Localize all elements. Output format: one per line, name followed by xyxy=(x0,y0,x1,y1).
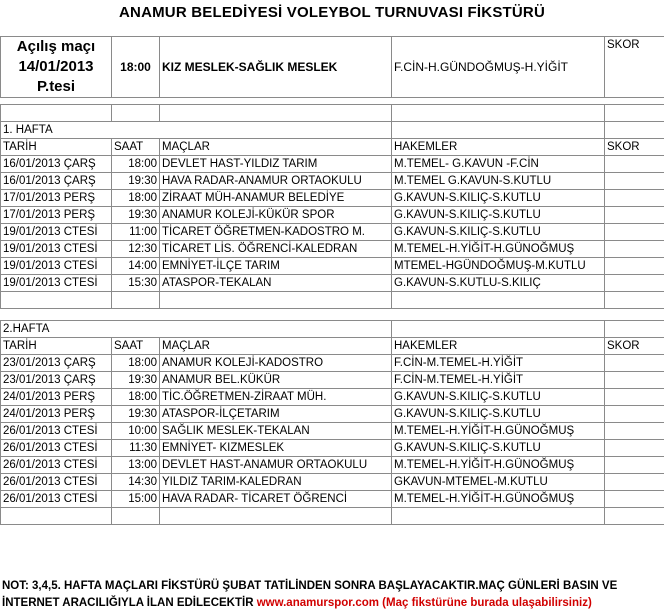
week2-label-row xyxy=(1,321,664,338)
score-cell[interactable] xyxy=(605,173,664,190)
referees-cell[interactable]: M.TEMEL- G.KAVUN -F.CİN xyxy=(392,156,605,173)
score-cell[interactable] xyxy=(605,423,664,440)
blank-row xyxy=(1,508,664,525)
table-row xyxy=(1,355,664,372)
time-cell[interactable]: 18:00 xyxy=(112,190,160,207)
opening-time-cell[interactable]: 18:00 xyxy=(112,37,160,98)
match-cell[interactable]: EMNİYET-İLÇE TARIM xyxy=(160,258,392,275)
table-row xyxy=(1,156,664,173)
table-row xyxy=(1,389,664,406)
time-cell[interactable]: 10:00 xyxy=(112,423,160,440)
referees-cell[interactable]: M.TEMEL-H.YİĞİT-H.GÜNOĞMUŞ xyxy=(392,491,605,508)
blank-row xyxy=(1,105,664,122)
score-cell[interactable] xyxy=(605,224,664,241)
time-cell[interactable]: 18:00 xyxy=(112,156,160,173)
score-cell[interactable] xyxy=(605,474,664,491)
date-cell[interactable]: 26/01/2013 CTESİ xyxy=(1,474,112,491)
blank-row xyxy=(1,292,664,309)
table-row xyxy=(1,173,664,190)
score-cell[interactable] xyxy=(605,389,664,406)
date-cell[interactable]: 19/01/2013 CTESİ xyxy=(1,258,112,275)
score-cell[interactable] xyxy=(605,457,664,474)
date-cell[interactable]: 24/01/2013 PERŞ xyxy=(1,389,112,406)
table-row xyxy=(1,207,664,224)
table-row xyxy=(1,241,664,258)
referees-cell[interactable]: M.TEMEL-H.YİĞİT-H.GÜNOĞMUŞ xyxy=(392,423,605,440)
date-cell[interactable]: 19/01/2013 CTESİ xyxy=(1,224,112,241)
score-cell[interactable] xyxy=(605,491,664,508)
week1-table xyxy=(0,104,664,309)
header-referees[interactable]: HAKEMLER xyxy=(392,338,605,355)
date-cell[interactable]: 19/01/2013 CTESİ xyxy=(1,275,112,292)
time-cell[interactable]: 11:00 xyxy=(112,224,160,241)
date-cell[interactable]: 26/01/2013 CTESİ xyxy=(1,440,112,457)
header-time[interactable]: SAAT xyxy=(112,139,160,156)
time-cell[interactable]: 18:00 xyxy=(112,389,160,406)
match-cell[interactable]: ANAMUR KOLEJİ-KÜKÜR SPOR xyxy=(160,207,392,224)
note-text: İNTERNET ARACILIĞIYLA İLAN EDİLECEKTİR xyxy=(2,597,257,609)
time-cell[interactable]: 19:30 xyxy=(112,207,160,224)
table-row xyxy=(1,423,664,440)
match-cell[interactable]: ANAMUR BEL.KÜKÜR xyxy=(160,372,392,389)
table-row xyxy=(1,190,664,207)
match-cell[interactable]: HAVA RADAR-ANAMUR ORTAOKULU xyxy=(160,173,392,190)
referees-cell[interactable]: G.KAVUN-S.KILIÇ-S.KUTLU xyxy=(392,406,605,423)
header-matches[interactable]: MAÇLAR xyxy=(160,338,392,355)
referees-cell[interactable]: M.TEMEL-H.YİĞİT-H.GÜNOĞMUŞ xyxy=(392,457,605,474)
header-score[interactable]: SKOR xyxy=(605,139,664,156)
match-cell[interactable]: TİCARET LİS. ÖĞRENCİ-KALEDRAN xyxy=(160,241,392,258)
match-cell[interactable]: ATASPOR-TEKALAN xyxy=(160,275,392,292)
referees-cell[interactable]: G.KAVUN-S.KILIÇ-S.KUTLU xyxy=(392,389,605,406)
table-row xyxy=(1,474,664,491)
score-cell[interactable] xyxy=(605,440,664,457)
opening-label-cell[interactable] xyxy=(1,37,112,98)
note-line-1: NOT: 3,4,5. HAFTA MAÇLARI FİKSTÜRÜ ŞUBAT TATİLİNDEN SONRA BAŞLAYACAKTIR.MAÇ GÜNLERİ BASIN VE xyxy=(2,580,618,592)
opening-label-line: Açılış maçı xyxy=(16,38,96,55)
score-cell[interactable] xyxy=(605,406,664,423)
referees-cell[interactable]: G.KAVUN-S.KILIÇ-S.KUTLU xyxy=(392,190,605,207)
date-cell[interactable]: 24/01/2013 PERŞ xyxy=(1,406,112,423)
opening-row xyxy=(1,37,664,98)
match-cell[interactable]: ANAMUR KOLEJİ-KADOSTRO xyxy=(160,355,392,372)
time-cell[interactable]: 11:30 xyxy=(112,440,160,457)
table-row xyxy=(1,457,664,474)
referees-cell[interactable]: G.KAVUN-S.KILIÇ-S.KUTLU xyxy=(392,207,605,224)
score-cell[interactable] xyxy=(605,241,664,258)
date-cell[interactable]: 23/01/2013 ÇARŞ xyxy=(1,355,112,372)
score-cell[interactable] xyxy=(605,207,664,224)
table-row xyxy=(1,275,664,292)
page-title: ANAMUR BELEDİYESİ VOLEYBOL TURNUVASI FİKSTÜRÜ xyxy=(119,4,545,21)
match-cell[interactable]: YILDIZ TARIM-KALEDRAN xyxy=(160,474,392,491)
header-date[interactable]: TARİH xyxy=(1,139,112,156)
website-link[interactable]: www.anamurspor.com xyxy=(256,597,379,609)
match-cell[interactable]: DEVLET HAST-ANAMUR ORTAOKULU xyxy=(160,457,392,474)
header-matches[interactable]: MAÇLAR xyxy=(160,139,392,156)
referees-cell[interactable]: M.TEMEL-H.YİĞİT-H.GÜNOĞMUŞ xyxy=(392,241,605,258)
time-cell[interactable]: 18:00 xyxy=(112,355,160,372)
match-cell[interactable]: TİC.ÖĞRETMEN-ZİRAAT MÜH. xyxy=(160,389,392,406)
week1-label[interactable]: 1. HAFTA xyxy=(1,122,160,139)
time-cell[interactable]: 19:30 xyxy=(112,173,160,190)
time-cell[interactable]: 19:30 xyxy=(112,406,160,423)
time-cell[interactable]: 15:30 xyxy=(112,275,160,292)
opening-label-line: 14/01/2013 xyxy=(18,58,94,75)
date-cell[interactable]: 23/01/2013 ÇARŞ xyxy=(1,372,112,389)
time-cell[interactable]: 19:30 xyxy=(112,372,160,389)
referees-cell[interactable]: G.KAVUN-S.KILIÇ-S.KUTLU xyxy=(392,440,605,457)
score-cell[interactable] xyxy=(605,156,664,173)
table-row xyxy=(1,372,664,389)
note-line-2 xyxy=(2,595,662,612)
week2-table xyxy=(0,320,664,525)
date-cell[interactable]: 26/01/2013 CTESİ xyxy=(1,491,112,508)
score-cell[interactable] xyxy=(605,275,664,292)
score-cell[interactable] xyxy=(605,190,664,207)
match-cell[interactable]: TİCARET ÖĞRETMEN-KADOSTRO M. xyxy=(160,224,392,241)
date-cell[interactable]: 17/01/2013 PERŞ xyxy=(1,207,112,224)
opening-referees-cell[interactable]: F.CİN-H.GÜNDOĞMUŞ-H.YİĞİT xyxy=(392,37,605,98)
footer-note xyxy=(2,578,662,612)
date-cell[interactable]: 16/01/2013 ÇARŞ xyxy=(1,156,112,173)
date-cell[interactable]: 16/01/2013 ÇARŞ xyxy=(1,173,112,190)
referees-cell[interactable]: MTEMEL-HGÜNDOĞMUŞ-M.KUTLU xyxy=(392,258,605,275)
score-cell[interactable] xyxy=(605,258,664,275)
table-row xyxy=(1,258,664,275)
week1-label-row xyxy=(1,122,664,139)
date-cell[interactable]: 26/01/2013 CTESİ xyxy=(1,423,112,440)
time-cell[interactable]: 15:00 xyxy=(112,491,160,508)
date-cell[interactable]: 26/01/2013 CTESİ xyxy=(1,457,112,474)
referees-cell[interactable]: GKAVUN-MTEMEL-M.KUTLU xyxy=(392,474,605,491)
referees-cell[interactable]: G.KAVUN-S.KILIÇ-S.KUTLU xyxy=(392,224,605,241)
score-cell[interactable] xyxy=(605,372,664,389)
date-cell[interactable]: 17/01/2013 PERŞ xyxy=(1,190,112,207)
note-parenthetical: (Maç fikstürüne burada ulaşabilirsiniz) xyxy=(378,597,592,609)
time-cell[interactable]: 14:30 xyxy=(112,474,160,491)
table-row xyxy=(1,224,664,241)
time-cell[interactable]: 12:30 xyxy=(112,241,160,258)
week2-header-row xyxy=(1,338,664,355)
match-cell[interactable]: ATASPOR-İLÇETARIM xyxy=(160,406,392,423)
week2-label[interactable]: 2.HAFTA xyxy=(1,321,160,338)
table-row xyxy=(1,440,664,457)
header-score[interactable]: SKOR xyxy=(605,338,664,355)
match-cell[interactable]: SAĞLIK MESLEK-TEKALAN xyxy=(160,423,392,440)
header-time[interactable]: SAAT xyxy=(112,338,160,355)
referees-cell[interactable]: G.KAVUN-S.KUTLU-S.KILIÇ xyxy=(392,275,605,292)
referees-cell[interactable]: M.TEMEL G.KAVUN-S.KUTLU xyxy=(392,173,605,190)
table-row xyxy=(1,406,664,423)
match-cell[interactable]: ZİRAAT MÜH-ANAMUR BELEDİYE xyxy=(160,190,392,207)
match-cell[interactable]: EMNİYET- KIZMESLEK xyxy=(160,440,392,457)
opening-label-line: P.tesi xyxy=(36,78,76,95)
opening-table xyxy=(0,36,664,98)
opening-score-cell[interactable]: SKOR xyxy=(605,37,664,98)
time-cell[interactable]: 13:00 xyxy=(112,457,160,474)
referees-cell[interactable]: F.CİN-M.TEMEL-H.YİĞİT xyxy=(392,355,605,372)
opening-match-cell[interactable]: KIZ MESLEK-SAĞLIK MESLEK xyxy=(160,37,392,98)
referees-cell[interactable]: F.CİN-M.TEMEL-H.YİĞİT xyxy=(392,372,605,389)
header-date[interactable]: TARİH xyxy=(1,338,112,355)
header-referees[interactable]: HAKEMLER xyxy=(392,139,605,156)
match-cell[interactable]: DEVLET HAST-YILDIZ TARIM xyxy=(160,156,392,173)
table-row xyxy=(1,491,664,508)
score-cell[interactable] xyxy=(605,355,664,372)
match-cell[interactable]: HAVA RADAR- TİCARET ÖĞRENCİ xyxy=(160,491,392,508)
date-cell[interactable]: 19/01/2013 CTESİ xyxy=(1,241,112,258)
time-cell[interactable]: 14:00 xyxy=(112,258,160,275)
week1-header-row xyxy=(1,139,664,156)
